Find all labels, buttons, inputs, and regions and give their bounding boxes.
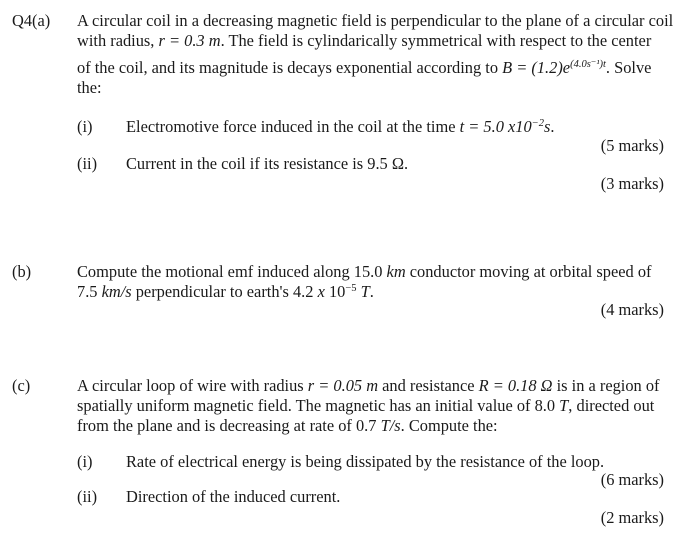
q4a-ii-text: Current in the coil if its resistance is 9.5 Ω. — [126, 154, 409, 173]
q4a-text-line-2: with radius, r = 0.3 m. The field is cylindarically symmetrical with respect to the center — [77, 31, 652, 50]
radius-equation: r = 0.3 m — [158, 31, 221, 50]
q4a-i-marks: (5 marks) — [600, 136, 664, 155]
b-text-line-1: Compute the motional emf induced along 15.0 km conductor moving at orbital speed of — [77, 262, 652, 281]
c-text-line-3: from the plane and is decreasing at rate of 0.7 T/s. Compute the: — [77, 416, 498, 435]
c-i-marks: (6 marks) — [600, 470, 664, 489]
question-label-q4a: Q4(a) — [12, 11, 51, 30]
resistance-equation: R = 0.18 Ω — [478, 376, 553, 395]
time-equation: t = 5.0 $x10^{-2}s$ — [459, 117, 551, 136]
field-equation: $B = (1.2)e^{(4.0s^{-1})t}$ — [502, 58, 606, 77]
q4a-i-number: (i) — [77, 117, 93, 136]
q4a-text-line-3: of the coil, and its magnitude is decays exponential according to $B = (1.2)e^{(4.0s^{-1})t}$. Solve — [77, 58, 652, 77]
c-text-line-1: A circular loop of wire with radius r = 0.05 m and resistance R = 0.18 Ω is in a region of — [77, 376, 660, 395]
q4a-text-line-1: A circular coil in a decreasing magnetic field is perpendicular to the plane of a circular coil — [77, 11, 674, 30]
b-text-line-2: 7.5 km/s perpendicular to earth's 4.2 x $10^{-5}$ T. — [77, 282, 374, 301]
c-text-line-2: spatially uniform magnetic field. The magnetic has an initial value of 8.0 T, directed out — [77, 396, 655, 415]
q4a-text-line-4: the: — [77, 78, 102, 97]
c-ii-text: Direction of the induced current. — [126, 487, 341, 506]
c-i-text: Rate of electrical energy is being dissipated by the resistance of the loop. — [126, 452, 605, 471]
q4a-ii-marks: (3 marks) — [600, 174, 664, 193]
question-label-c: (c) — [12, 376, 31, 395]
c-ii-marks: (2 marks) — [600, 508, 664, 527]
c-ii-number: (ii) — [77, 487, 98, 506]
c-i-number: (i) — [77, 452, 93, 471]
loop-radius-equation: r = 0.05 m — [307, 376, 379, 395]
q4a-i-text: Electromotive force induced in the coil at the time t = 5.0 $x10^{-2}s$. — [126, 117, 555, 136]
b-marks: (4 marks) — [600, 300, 664, 319]
question-label-b: (b) — [12, 262, 32, 281]
q4a-ii-number: (ii) — [77, 154, 98, 173]
